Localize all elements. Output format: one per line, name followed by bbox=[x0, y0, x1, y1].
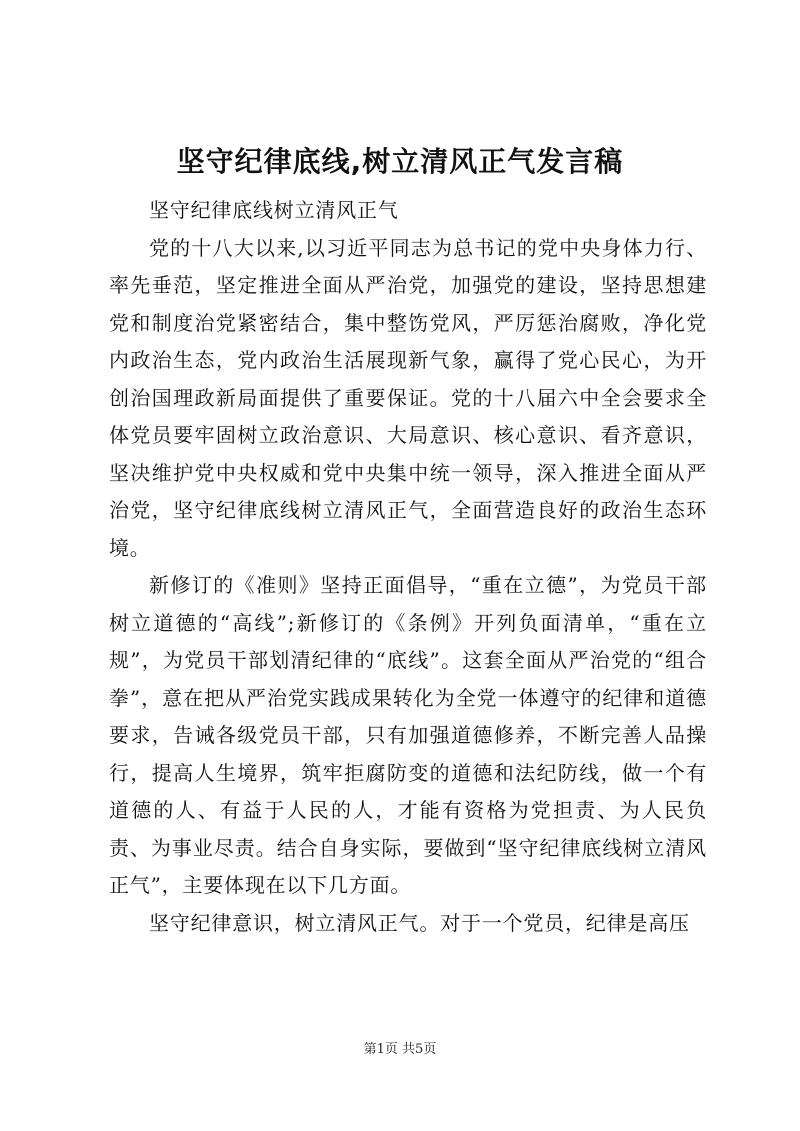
page-footer: 第1页 共5页 bbox=[363, 1042, 437, 1057]
document-body bbox=[109, 192, 707, 942]
paragraph-1: 党的十八大以来,以习近平同志为总书记的党中央身体力行、率先垂范，坚定推进全面从严治党，加强党的建设，坚持思想建党和制度治党紧密结合，集中整饬党风，严厉惩治腐败，净化党内政治生态，党内政治生活展现新气象，赢得了党心民心，为开创治国理政新局面提供了重要保证。党的十八届六中全会要求全体党员要牢固树立政治意识、大局意识、核心意识、看齐意识，坚决维护党中央权威和党中央集中统一领导，深入推进全面从严治党，坚守纪律底线树立清风正气，全面营造良好的政治生态环境。 bbox=[109, 235, 707, 560]
document-subtitle: 坚守纪律底线树立清风正气 bbox=[149, 198, 399, 222]
paragraph-3: 坚守纪律意识，树立清风正气。对于一个党员，纪律是高压 bbox=[149, 910, 690, 935]
paragraph-2: 新修订的《准则》坚持正面倡导，“重在立德”，为党员干部树立道德的“高线”;新修订的《条例》开列负面清单，“重在立规”，为党员干部划清纪律的“底线”。这套全面从严治党的“组合拳”，意在把从严治党实践成果转化为全党一体遵守的纪律和道德要求，告诫各级党员干部，只有加强道德修养，不断完善人品操行，提高人生境界，筑牢拒腐防变的道德和法纪防线，做一个有道德的人、有益于人民的人，才能有资格为党担责、为人民负责、为事业尽责。结合自身实际，要做到“坚守纪律底线树立清风正气”，主要体现在以下几方面。 bbox=[109, 573, 707, 897]
document-title: 坚守纪律底线,树立清风正气发言稿 bbox=[176, 145, 624, 178]
